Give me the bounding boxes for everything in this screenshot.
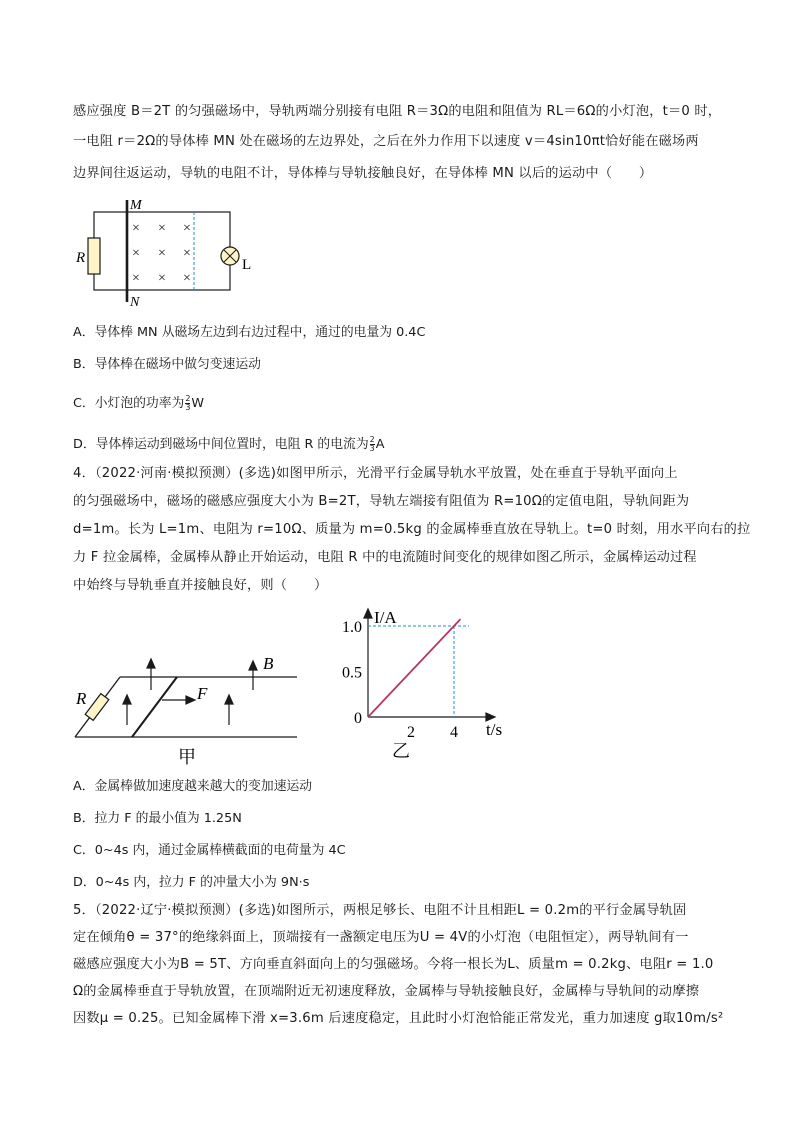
q4-line-4: 力 F 拉金属棒，金属棒从静止开始运动，电阻 R 中的电流随时间变化的规律如图乙所示，金属棒运动过程 [73, 550, 697, 565]
x-tick-label: 2 [407, 724, 415, 741]
q5-line-4: Ω的金属棒垂直于导轨放置，在顶端附近无初速度释放，金属棒与导轨接触良好，金属棒与导轨间的动摩擦 [73, 984, 700, 999]
cross-icon: × [132, 221, 140, 236]
label-r: R [76, 689, 87, 708]
caption-jia: 甲 [178, 747, 196, 767]
q4-option-a: A．金属棒做加速度越来越大的变加速运动 [73, 779, 313, 794]
q3-circuit-figure [70, 192, 260, 308]
q4-chart-yi [330, 605, 515, 765]
fraction: $\frac{2}{3}$ [185, 394, 191, 412]
resistor-r [85, 694, 109, 721]
caption-yi: 乙 [392, 741, 410, 761]
y-tick-label: 0.5 [342, 664, 362, 682]
q3-option-c: C．小灯泡的功率为 $\frac{2}{3}$ W [73, 394, 205, 412]
force-arrow [162, 696, 195, 704]
fraction: $\frac{2}{3}$ [369, 435, 375, 453]
q5-line-1: 5．（2022·辽宁·模拟预测）(多选)如图所示，两根足够长、电阻不计且相距L = 0.2m的平行金属导轨固 [73, 903, 687, 918]
y-axis-label: I/A [374, 608, 397, 627]
field-crosses [132, 221, 191, 286]
label-b: B [263, 654, 274, 673]
y-axis-arrow [364, 609, 372, 618]
q3-line-1: 感应强度 B＝2T 的匀强磁场中，导轨两端分别接有电阻 R＝3Ω的电阻和阻值为 RL＝6Ω的小灯泡，t＝0 时， [73, 104, 722, 119]
q5-line-2: 定在倾角θ = 37°的绝缘斜面上，顶端接有一盏额定电压为U = 4V的小灯泡（电阻恒定），两导轨间有一 [73, 930, 689, 945]
cross-icon: × [183, 246, 191, 261]
label-l: L [242, 257, 252, 273]
cross-icon: × [183, 221, 191, 236]
q3-option-b: B．导体棒在磁场中做匀变速运动 [73, 357, 261, 372]
q5-line-5: 因数μ = 0.25。已知金属棒下滑 x=3.6m 后速度稳定，且此时小灯泡恰能正常发光，重力加速度 g取10m/s² [73, 1011, 724, 1026]
q3-line-3: 边界间往返运动，导轨的电阻不计，导体棒与导轨接触良好，在导体棒 MN 以后的运动中（ ） [73, 166, 653, 181]
q4-figure-jia [70, 650, 310, 770]
cross-icon: × [132, 271, 140, 286]
field-arrows [123, 659, 257, 725]
cross-icon: × [158, 271, 166, 286]
label-r: R [76, 250, 86, 266]
q4-line-5: 中始终与导轨垂直并接触良好，则（ ） [73, 578, 328, 593]
q4-line-1: 4．（2022·河南·模拟预测）(多选)如图甲所示，光滑平行金属导轨水平放置，处在垂直于导轨平面向上 [73, 466, 678, 481]
q3-option-d: D．导体棒运动到磁场中间位置时，电阻 R 的电流为 $\frac{2}{3}$ A [73, 435, 385, 453]
label-f: F [197, 684, 208, 703]
x-axis-label: t/s [486, 720, 503, 739]
x-tick-label: 4 [450, 724, 458, 741]
y-tick-label: 0 [354, 710, 362, 727]
label-n: N [130, 295, 140, 308]
q4-line-3: d=1m。长为 L=1m、电阻为 r=10Ω、质量为 m=0.5kg 的金属棒垂直放在导轨上。t=0 时刻，用水平向右的拉 [73, 522, 751, 537]
cross-icon: × [132, 246, 140, 261]
q4-option-b: B．拉力 F 的最小值为 1.25N [73, 811, 242, 826]
label-m: M [130, 198, 142, 213]
current-series-line [368, 619, 460, 717]
cross-icon: × [158, 246, 166, 261]
cross-icon: × [158, 221, 166, 236]
q4-option-c: C．0~4s 内，通过金属棒横截面的电荷量为 4C [73, 843, 346, 858]
y-tick-label: 1.0 [342, 619, 362, 636]
q4-option-d: D．0~4s 内，拉力 F 的冲量大小为 9N·s [73, 875, 310, 890]
q3-line-2: 一电阻 r＝2Ω的导体棒 MN 处在磁场的左边界处，之后在外力作用下以速度 v＝4sin10πt恰好能在磁场两 [73, 134, 699, 149]
q4-line-2: 的匀强磁场中，磁场的磁感应强度大小为 B=2T，导轨左端接有阻值为 R=10Ω的定值电阻，导轨间距为 [73, 494, 690, 509]
q3-option-a: A．导体棒 MN 从磁场左边到右边过程中，通过的电量为 0.4C [73, 325, 426, 340]
resistor-r [88, 238, 100, 274]
q5-line-3: 磁感应强度大小为B = 5T、方向垂直斜面向上的匀强磁场。今将一根长为L、质量m = 0.2kg、电阻r = 1.0 [73, 957, 714, 972]
cross-icon: × [183, 271, 191, 286]
